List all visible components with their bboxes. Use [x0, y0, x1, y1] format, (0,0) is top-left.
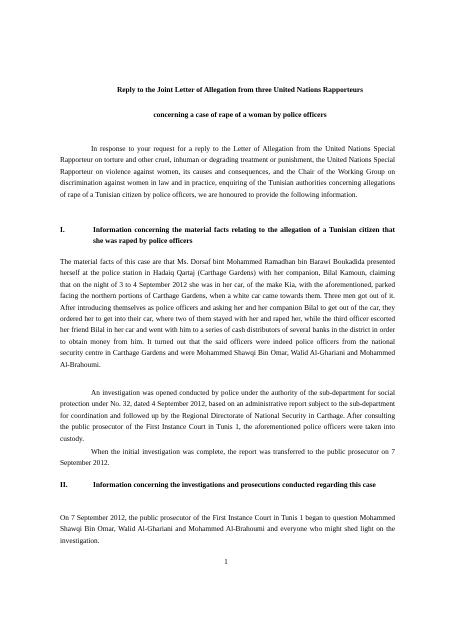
section-1-heading	[60, 224, 395, 247]
investigation-paragraph: An investigation was opened conducted by police under the authority of the sub-department for social protection under No. 32, dated 4 September 2012, based on an administrative report subject to the sub-department for coordination and followed up by the Regional Directorate of National Security in Carthage. After consulting the public prosecutor of the First Instance Court in Tunis 1, the aforementioned police officers were taken into custody.	[60, 388, 395, 443]
page-number: 1	[224, 557, 228, 566]
transfer-paragraph: When the initial investigation was complete, the report was transferred to the public prosecutor on 7 September 2012.	[60, 447, 395, 468]
document-title: Reply to the Joint Letter of Allegation from three United Nations Rapporteurs	[116, 85, 364, 94]
prosecution-paragraph: On 7 September 2012, the public prosecutor of the First Instance Court in Tunis 1 began to question Mohammed Shawqi Bin Omar, Walid Al-Ghariani and Mohammed Al-Brahoumi and everyone who might shed light on the investigation.	[60, 513, 395, 545]
section-1-number: I.	[60, 225, 65, 234]
intro-paragraph: In response to your request for a reply to the Letter of Allegation from the United Nations Special Rapporteur on torture and other cruel, inhuman or degrading treatment or punishment, the United Nations Special Rapporteur on violence against women, its causes and consequences, and the Chair of the Working Group on discrimination against women in law and in practice, enquiring of the Tunisian authorities concerning allegations of rape of a Tunisian citizen by police officers, we are honoured to provide the following information.	[60, 144, 395, 199]
section-1-title: Information concerning the material facts relating to the allegation of a Tunisian citizen that she was raped by police officers	[93, 225, 395, 246]
document-subtitle: concerning a case of rape of a woman by police officers	[153, 110, 327, 119]
section-2-number: II.	[60, 480, 68, 489]
section-2-title: Information concerning the investigations and prosecutions conducted regarding this case	[93, 480, 376, 489]
section-2-heading	[60, 479, 395, 490]
facts-paragraph: The material facts of this case are that Ms. Dorsaf bint Mohammed Ramadhan bin Barawi Boukadida presented herself at the police station in Hadaiq Qartaj (Carthage Gardens) with her companion, Bilal Kamoun, claiming that on the night of 3 to 4 September 2012 she was in her car, of the make Kia, with the aforementioned, parked facing the northern portions of Carthage Gardens, when a white car came towards them. Three men got out of it. After introducing themselves as police officers and asking her and her companion Bilal to get out of the car, they ordered her to get into their car, where two of them stayed with her and raped her, while the third officer escorted her friend Bilal in her car and went with him to a series of cash distributors of several banks in the district in order to obtain money from him. It turned out that the said officers were indeed police officers from the national security centre in Carthage Gardens and were Mohammed Shawqi Bin Omar, Walid Al-Ghariani and Mohammed Al-Brahoumi.	[60, 257, 395, 369]
